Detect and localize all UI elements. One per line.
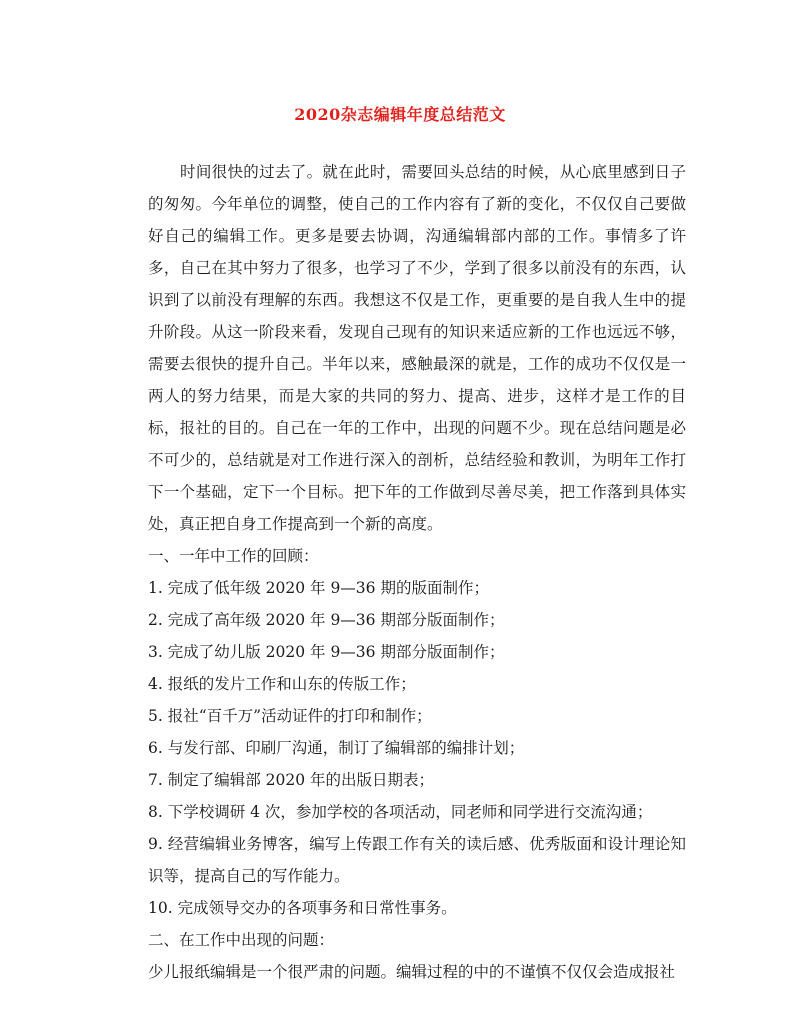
document-title: 2020杂志编辑年度总结范文	[294, 105, 506, 124]
list-item: 3. 完成了幼儿版 2020 年 9—36 期部分版面制作；	[148, 643, 505, 661]
list-item: 9. 经营编辑业务博客，编写上传跟工作有关的读后感、优秀版面和设计理论知识等，提高自己的写作能力。	[148, 835, 686, 885]
list-item: 10. 完成领导交办的各项事务和日常性事务。	[148, 899, 457, 917]
list-item: 6. 与发行部、印刷厂沟通，制订了编辑部的编排计划；	[148, 739, 525, 757]
list-item: 2. 完成了高年级 2020 年 9—36 期部分版面制作；	[148, 611, 505, 629]
list-item: 7. 制定了编辑部 2020 年的出版日期表；	[148, 771, 435, 789]
list-item: 4. 报纸的发片工作和山东的传版工作；	[148, 675, 416, 693]
document-body	[148, 156, 686, 988]
list-item: 8. 下学校调研 4 次，参加学校的各项活动，同老师和同学进行交流沟通；	[148, 803, 653, 821]
section-two-heading: 二、在工作中出现的问题：	[148, 931, 335, 949]
intro-paragraph: 时间很快的过去了。就在此时，需要回头总结的时候，从心底里感到日子的匆匆。今年单位的调整，使自己的工作内容有了新的变化，不仅仅自己要做好自己的编辑工作。更多是要去协调，沟通编辑部内部的工作。事情多了许多，自己在其中努力了很多，也学习了不少，学到了很多以前没有的东西，认识到了以前没有理解的东西。我想这不仅是工作，更重要的是自我人生中的提升阶段。从这一阶段来看，发现自己现有的知识来适应新的工作也远远不够，需要去很快的提升自己。半年以来，感触最深的就是，工作的成功不仅仅是一两人的努力结果，而是大家的共同的努力、提高、进步，这样才是工作的目标，报社的目的。自己在一年的工作中，出现的问题不少。现在总结问题是必不可少的，总结就是对工作进行深入的剖析，总结经验和教训，为明年工作打下一个基础，定下一个目标。把下年的工作做到尽善尽美，把工作落到具体实处，真正把自身工作提高到一个新的高度。	[148, 163, 686, 533]
section-one-heading: 一、一年中工作的回顾：	[148, 547, 319, 565]
list-item: 5. 报社“百千万”活动证件的打印和制作；	[148, 707, 432, 725]
closing-paragraph: 少儿报纸编辑是一个很严肃的问题。编辑过程的中的不谨慎不仅仅会造成报社	[148, 963, 676, 981]
list-item: 1. 完成了低年级 2020 年 9—36 期的版面制作；	[148, 579, 489, 597]
